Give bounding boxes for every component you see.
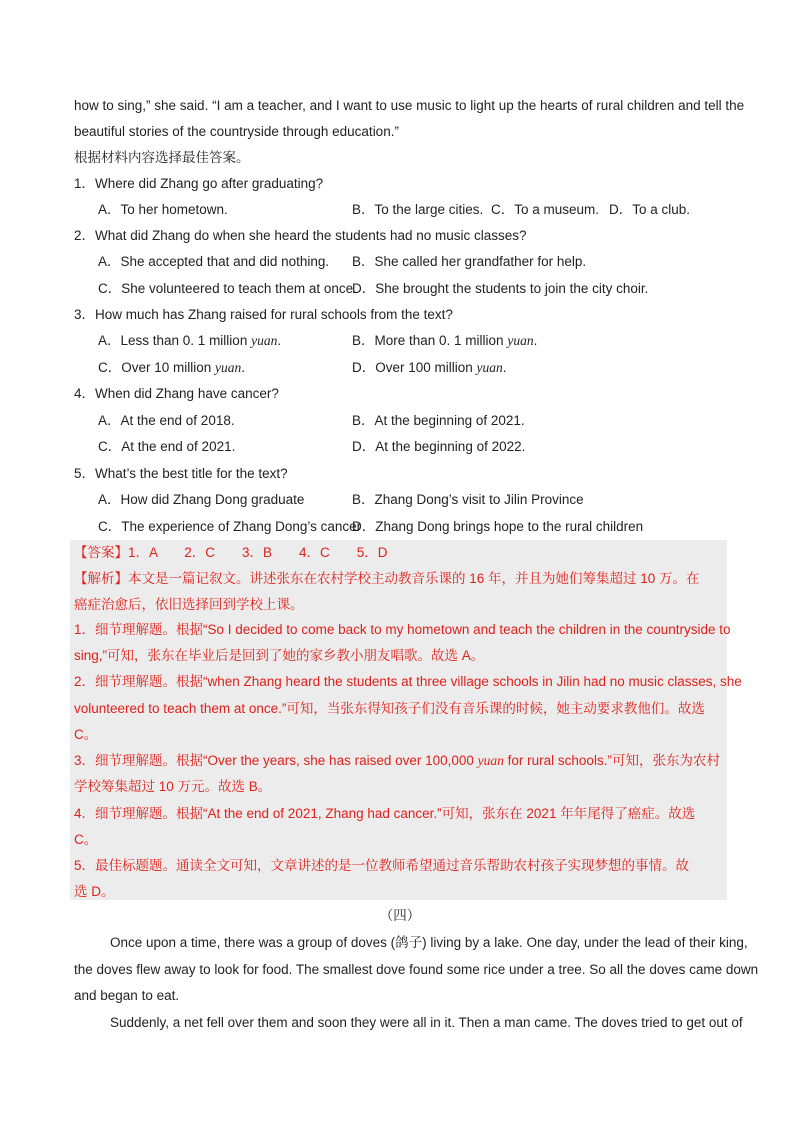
option: B．To the large cities. [352, 202, 484, 217]
analysis-line: C。 [74, 832, 98, 847]
option: B．She called her grandfather for help. [352, 254, 587, 269]
instruction-line: 根据材料内容选择最佳答案。 [74, 150, 250, 165]
analysis-line: sing,”可知，张东在毕业后是回到了她的家乡教小朋友唱歌。故选 A。 [74, 648, 485, 663]
option: A．To her hometown. [98, 202, 228, 217]
option: C．The experience of Zhang Dong’s cancer [98, 519, 362, 534]
option: B．At the beginning of 2021. [352, 413, 525, 428]
analysis-line: 选 D。 [74, 884, 115, 899]
analysis-line: 癌症治愈后，依旧选择回到学校上课。 [74, 597, 304, 612]
option: C．To a museum. [491, 202, 600, 217]
option: A．How did Zhang Dong graduate [98, 492, 305, 507]
analysis-line: volunteered to teach them at once.”可知，当张东得知孩子们没有音乐课的时候，她主动要求教他们。故选 [74, 701, 705, 716]
analysis-line: 【解析】本文是一篇记叙文。讲述张东在农村学校主动教音乐课的 16 年，并且为她们筹集超过 10 万。在 [74, 571, 700, 586]
passage-line: and began to eat. [74, 988, 180, 1003]
option: D．Over 100 million yuan. [352, 360, 507, 375]
passage-line: the doves flew away to look for food. The smallest dove found some rice under a tree. So all the doves came down [74, 962, 759, 977]
passage-line: Suddenly, a net fell over them and soon they were all in it. Then a man came. The doves tried to get out of [110, 1015, 743, 1030]
option: C．At the end of 2021. [98, 439, 236, 454]
question-stem: 5．What’s the best title for the text? [74, 466, 288, 481]
intro-line: beautiful stories of the countryside through education.” [74, 124, 399, 139]
option: C．She volunteered to teach them at once. [98, 281, 357, 296]
analysis-line: 2．细节理解题。根据“when Zhang heard the students at three village schools in Jilin had no music classes, she [74, 674, 742, 689]
option: D．To a club. [609, 202, 691, 217]
answer-analysis-box [70, 540, 727, 900]
option: B．Zhang Dong’s visit to Jilin Province [352, 492, 584, 507]
question-stem: 2．What did Zhang do when she heard the students had no music classes? [74, 228, 527, 243]
analysis-line: 4．细节理解题。根据“At the end of 2021, Zhang had cancer.”可知，张东在 2021 年年尾得了癌症。故选 [74, 806, 696, 821]
section-heading: （四） [379, 908, 421, 923]
option: D．She brought the students to join the city choir. [352, 281, 649, 296]
option: A．Less than 0. 1 million yuan. [98, 333, 282, 348]
passage-line: Once upon a time, there was a group of doves (鸽子) living by a lake. One day, under the lead of their king, [110, 935, 748, 950]
option: D．At the beginning of 2022. [352, 439, 526, 454]
analysis-line: C。 [74, 727, 98, 742]
analysis-line: 1．细节理解题。根据“So I decided to come back to my hometown and teach the children in the countryside to [74, 622, 731, 637]
option: C．Over 10 million yuan. [98, 360, 246, 375]
answer-key: 【答案】1．A 2．C 3．B 4．C 5．D [74, 545, 388, 560]
option: A．At the end of 2018. [98, 413, 235, 428]
question-stem: 3．How much has Zhang raised for rural schools from the text? [74, 307, 453, 322]
question-stem: 4．When did Zhang have cancer? [74, 386, 279, 401]
analysis-line: 5．最佳标题题。通读全文可知，文章讲述的是一位教师希望通过音乐帮助农村孩子实现梦想的事情。故 [74, 858, 690, 873]
analysis-line: 学校筹集超过 10 万元。故选 B。 [74, 779, 272, 794]
intro-line: how to sing,” she said. “I am a teacher, and I want to use music to light up the hearts of rural children and tell the [74, 98, 745, 113]
option: B．More than 0. 1 million yuan. [352, 333, 538, 348]
option: D．Zhang Dong brings hope to the rural children [352, 519, 644, 534]
option: A．She accepted that and did nothing. [98, 254, 330, 269]
analysis-line: 3．细节理解题。根据“Over the years, she has raised over 100,000 yuan for rural schools.”可知，张东为农村 [74, 753, 720, 768]
question-stem: 1．Where did Zhang go after graduating? [74, 176, 324, 191]
